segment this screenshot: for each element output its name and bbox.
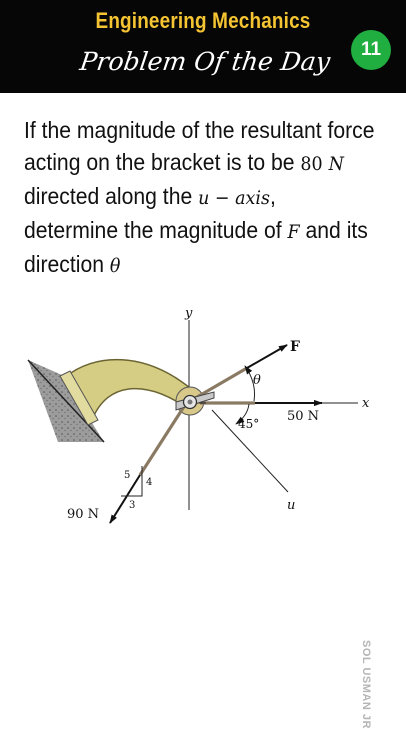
math-axis: u − axis xyxy=(198,187,270,209)
label-50N: 50 N xyxy=(287,409,320,424)
force-90N-arrow xyxy=(110,475,140,523)
label-slope-4: 4 xyxy=(146,477,153,488)
label-slope-5: 5 xyxy=(124,470,131,481)
label-slope-3: 3 xyxy=(129,500,136,511)
label-F: F xyxy=(290,339,300,355)
label-u: u xyxy=(287,498,296,513)
problem-line xyxy=(24,248,366,282)
label-45deg: 45° xyxy=(238,417,260,431)
math-value: 80 xyxy=(300,153,323,175)
page-title: Engineering Mechanics xyxy=(95,8,311,33)
pin-inner xyxy=(188,400,193,405)
math-unit: N xyxy=(328,153,344,175)
problem-text: , xyxy=(269,183,276,209)
label-y: y xyxy=(185,306,193,321)
label-x: x xyxy=(362,396,370,411)
problem-line xyxy=(24,214,366,248)
force-90N-cable xyxy=(140,405,185,475)
math-angle: θ xyxy=(109,255,121,277)
header-bar xyxy=(0,0,406,93)
bracket-diagram xyxy=(0,290,406,550)
problem-text: direction xyxy=(24,251,110,277)
math-force: F xyxy=(287,221,300,243)
problem-text: directed along the xyxy=(24,183,199,209)
problem-number-badge: 11 xyxy=(351,30,391,70)
problem-text: determine the magnitude of xyxy=(24,217,288,243)
problem-line xyxy=(24,180,366,214)
page-subtitle: Problem Of the Day xyxy=(77,47,333,76)
problem-text: and its xyxy=(299,217,368,243)
problem-text: acting on the bracket is to be xyxy=(24,149,301,175)
label-theta: θ xyxy=(253,373,261,388)
problem-line: If the magnitude of the resultant force xyxy=(24,117,375,143)
problem-line xyxy=(24,146,366,180)
problem-statement xyxy=(24,114,375,282)
force-F-arrow xyxy=(247,345,287,368)
label-90N: 90 N xyxy=(67,507,100,522)
watermark: SOL USMAN JR xyxy=(360,640,372,729)
